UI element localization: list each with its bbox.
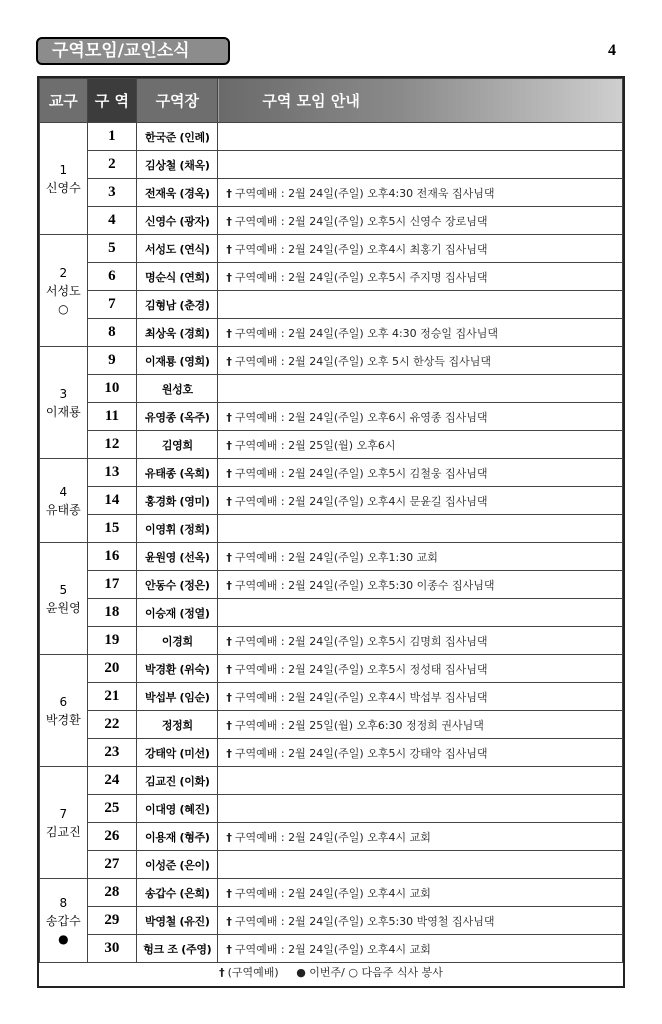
meeting-info-text: 구역예배 : 2월 24일(주일) 오후5시 신영수 장로님댁 — [234, 214, 488, 228]
area-number: 24 — [87, 767, 137, 795]
meeting-info — [218, 487, 623, 515]
table-row — [40, 907, 623, 935]
area-number: 18 — [87, 599, 137, 627]
table-row — [40, 683, 623, 711]
area-number: 2 — [87, 151, 137, 179]
area-leader: 신영수 (광자) — [137, 207, 218, 235]
dagger-icon: † — [226, 214, 232, 228]
district-leader: 박경환 — [45, 712, 81, 727]
meeting-info-text: 구역예배 : 2월 24일(주일) 오후4시 교회 — [234, 886, 431, 900]
district-leader: 김교진 — [45, 824, 81, 839]
area-number: 30 — [87, 935, 137, 963]
table-row — [40, 375, 623, 403]
meeting-info-text: 구역예배 : 2월 24일(주일) 오후6시 유영종 집사님댁 — [234, 410, 488, 424]
area-leader: 김형남 (춘경) — [137, 291, 218, 319]
meeting-info — [218, 319, 623, 347]
district-number: 4 — [59, 484, 68, 499]
district-leader: 신영수 — [45, 180, 81, 195]
meeting-info — [218, 151, 623, 179]
meeting-info — [218, 935, 623, 963]
meeting-info — [218, 767, 623, 795]
meeting-info — [218, 515, 623, 543]
meeting-info-text: 구역예배 : 2월 24일(주일) 오후1:30 교회 — [234, 550, 438, 564]
area-leader: 홍경화 (영미) — [137, 487, 218, 515]
meeting-info-text: 구역예배 : 2월 24일(주일) 오후5시 김철웅 집사님댁 — [234, 466, 488, 480]
dagger-icon: † — [226, 914, 232, 928]
district-cell — [40, 123, 88, 235]
district-leader: 서성도 — [45, 283, 81, 298]
dagger-icon: † — [219, 966, 225, 979]
meeting-info-text: 구역예배 : 2월 24일(주일) 오후 4:30 정승일 집사님댁 — [234, 326, 499, 340]
area-leader: 명순식 (연희) — [137, 263, 218, 291]
meeting-info-text: 구역예배 : 2월 24일(주일) 오후4시 최홍기 집사님댁 — [234, 242, 488, 256]
area-leader: 한국준 (인례) — [137, 123, 218, 151]
area-leader: 정정희 — [137, 711, 218, 739]
table-row — [40, 151, 623, 179]
district-cell — [40, 235, 88, 347]
area-number: 6 — [87, 263, 137, 291]
district-cell — [40, 879, 88, 963]
district-leader: 송갑수 — [45, 913, 81, 928]
area-number: 14 — [87, 487, 137, 515]
area-number: 17 — [87, 571, 137, 599]
table-row — [40, 403, 623, 431]
area-number: 19 — [87, 627, 137, 655]
legend-dagger-label: (구역예배) — [227, 966, 279, 979]
meeting-info — [218, 291, 623, 319]
area-number: 8 — [87, 319, 137, 347]
district-cell — [40, 543, 88, 655]
area-leader: 최상욱 (경희) — [137, 319, 218, 347]
dagger-icon: † — [226, 270, 232, 284]
table-row — [40, 711, 623, 739]
meeting-info-text: 구역예배 : 2월 24일(주일) 오후5시 주지명 집사님댁 — [234, 270, 488, 284]
district-cell — [40, 655, 88, 767]
meeting-info — [218, 263, 623, 291]
meeting-info — [218, 347, 623, 375]
dagger-icon: † — [226, 326, 232, 340]
dagger-icon: † — [226, 578, 232, 592]
dagger-icon: † — [226, 746, 232, 760]
area-number: 13 — [87, 459, 137, 487]
dagger-icon: † — [226, 550, 232, 564]
table-row — [40, 319, 623, 347]
header-district: 교구 — [40, 79, 88, 123]
meeting-info — [218, 711, 623, 739]
filled-circle-icon: ● — [58, 931, 69, 946]
dagger-icon: † — [226, 662, 232, 676]
meeting-info — [218, 795, 623, 823]
meeting-info — [218, 431, 623, 459]
table-row — [40, 879, 623, 907]
area-number: 21 — [87, 683, 137, 711]
dagger-icon: † — [226, 354, 232, 368]
legend-footer — [39, 960, 623, 986]
area-leader: 안동수 (정은) — [137, 571, 218, 599]
area-leader: 이승재 (정열) — [137, 599, 218, 627]
meeting-info — [218, 179, 623, 207]
table-header-row — [40, 79, 623, 123]
page-number: 4 — [608, 42, 616, 59]
meeting-info — [218, 543, 623, 571]
dagger-icon: † — [226, 466, 232, 480]
area-number: 25 — [87, 795, 137, 823]
area-leader: 헝크 조 (주영) — [137, 935, 218, 963]
table-row — [40, 179, 623, 207]
section-title: 구역모임/교인소식 — [36, 37, 230, 65]
dagger-icon: † — [226, 690, 232, 704]
meeting-info — [218, 235, 623, 263]
area-number: 1 — [87, 123, 137, 151]
meeting-info-text: 구역예배 : 2월 25일(월) 오후6시 — [234, 438, 396, 452]
meeting-info — [218, 851, 623, 879]
meeting-info — [218, 123, 623, 151]
area-number: 15 — [87, 515, 137, 543]
area-number: 27 — [87, 851, 137, 879]
area-leader: 이경희 — [137, 627, 218, 655]
dagger-icon: † — [226, 494, 232, 508]
area-number: 9 — [87, 347, 137, 375]
district-number: 3 — [59, 386, 68, 401]
meeting-info — [218, 907, 623, 935]
area-number: 22 — [87, 711, 137, 739]
meeting-info-text: 구역예배 : 2월 25일(월) 오후6:30 정정희 권사님댁 — [234, 718, 484, 732]
area-number: 5 — [87, 235, 137, 263]
area-number: 3 — [87, 179, 137, 207]
meeting-info — [218, 683, 623, 711]
dagger-icon: † — [226, 438, 232, 452]
meeting-info — [218, 823, 623, 851]
dagger-icon: † — [226, 830, 232, 844]
area-number: 28 — [87, 879, 137, 907]
area-leader: 이용재 (형주) — [137, 823, 218, 851]
area-leader: 송갑수 (은희) — [137, 879, 218, 907]
district-leader: 유태종 — [45, 502, 81, 517]
area-leader: 원성호 — [137, 375, 218, 403]
meeting-info — [218, 403, 623, 431]
area-leader: 유영종 (옥주) — [137, 403, 218, 431]
table-row — [40, 571, 623, 599]
area-number: 20 — [87, 655, 137, 683]
meeting-info-text: 구역예배 : 2월 24일(주일) 오후5시 강태악 집사님댁 — [234, 746, 488, 760]
area-leader: 전재욱 (경옥) — [137, 179, 218, 207]
district-number: 1 — [59, 162, 68, 177]
dagger-icon: † — [226, 410, 232, 424]
header-leader: 구역장 — [137, 79, 218, 123]
area-leader: 유태종 (옥희) — [137, 459, 218, 487]
table-row — [40, 291, 623, 319]
area-number: 12 — [87, 431, 137, 459]
open-circle-icon: ○ — [58, 301, 69, 316]
area-number: 10 — [87, 375, 137, 403]
dagger-icon: † — [226, 718, 232, 732]
area-number: 11 — [87, 403, 137, 431]
district-number: 7 — [59, 806, 68, 821]
area-leader: 김상철 (채옥) — [137, 151, 218, 179]
meeting-info — [218, 739, 623, 767]
area-leader: 이영휘 (정희) — [137, 515, 218, 543]
meeting-info-text: 구역예배 : 2월 24일(주일) 오후4시 교회 — [234, 942, 431, 956]
area-leader: 이성준 (은이) — [137, 851, 218, 879]
area-leader: 서성도 (연식) — [137, 235, 218, 263]
meeting-info — [218, 207, 623, 235]
district-cell — [40, 459, 88, 543]
district-meeting-table-frame — [37, 76, 625, 988]
area-leader: 강태악 (미선) — [137, 739, 218, 767]
district-leader: 윤원영 — [45, 600, 81, 615]
meeting-info — [218, 879, 623, 907]
meeting-info-text: 구역예배 : 2월 24일(주일) 오후5:30 이종수 집사님댁 — [234, 578, 495, 592]
table-row — [40, 487, 623, 515]
area-leader: 김교진 (이화) — [137, 767, 218, 795]
meeting-info — [218, 375, 623, 403]
meeting-info-text: 구역예배 : 2월 24일(주일) 오후5:30 박영철 집사님댁 — [234, 914, 495, 928]
district-leader: 이재룡 — [45, 404, 81, 419]
table-row — [40, 655, 623, 683]
area-leader: 박경환 (위숙) — [137, 655, 218, 683]
district-cell — [40, 767, 88, 879]
meeting-info-text: 구역예배 : 2월 24일(주일) 오후 5시 한상득 집사님댁 — [234, 354, 491, 368]
table-row — [40, 739, 623, 767]
table-row — [40, 767, 623, 795]
meeting-info — [218, 599, 623, 627]
legend-next-week: ○ 다음주 식사 봉사 — [348, 966, 443, 979]
header-guide: 구역 모임 안내 — [218, 79, 623, 123]
area-leader: 이재룡 (영희) — [137, 347, 218, 375]
meeting-info — [218, 571, 623, 599]
table-row — [40, 795, 623, 823]
dagger-icon: † — [226, 634, 232, 648]
district-number: 8 — [59, 895, 68, 910]
table-row — [40, 851, 623, 879]
table-row — [40, 543, 623, 571]
table-row — [40, 599, 623, 627]
meeting-info-text: 구역예배 : 2월 24일(주일) 오후4시 문윤길 집사님댁 — [234, 494, 488, 508]
meeting-info-text: 구역예배 : 2월 24일(주일) 오후5시 정성태 집사님댁 — [234, 662, 488, 676]
meeting-info-text: 구역예배 : 2월 24일(주일) 오후4:30 전재욱 집사님댁 — [234, 186, 495, 200]
dagger-icon: † — [226, 242, 232, 256]
meeting-info — [218, 459, 623, 487]
area-number: 4 — [87, 207, 137, 235]
table-row — [40, 235, 623, 263]
header-area: 구 역 — [87, 79, 137, 123]
district-number: 5 — [59, 582, 68, 597]
table-row — [40, 935, 623, 963]
area-leader: 윤원영 (선옥) — [137, 543, 218, 571]
dagger-icon: † — [226, 186, 232, 200]
area-number: 7 — [87, 291, 137, 319]
dagger-icon: † — [226, 942, 232, 956]
area-leader: 박영철 (유진) — [137, 907, 218, 935]
meeting-info-text: 구역예배 : 2월 24일(주일) 오후4시 교회 — [234, 830, 431, 844]
table-row — [40, 515, 623, 543]
meeting-info-text: 구역예배 : 2월 24일(주일) 오후4시 박섭부 집사님댁 — [234, 690, 488, 704]
table-row — [40, 627, 623, 655]
meeting-info — [218, 627, 623, 655]
area-leader: 박섭부 (임순) — [137, 683, 218, 711]
area-number: 26 — [87, 823, 137, 851]
district-cell — [40, 347, 88, 459]
table-row — [40, 459, 623, 487]
table-row — [40, 431, 623, 459]
area-leader: 김영희 — [137, 431, 218, 459]
area-leader: 이대영 (혜진) — [137, 795, 218, 823]
area-number: 23 — [87, 739, 137, 767]
area-number: 29 — [87, 907, 137, 935]
legend-this-week: ● 이번주/ — [296, 966, 345, 979]
meeting-info-text: 구역예배 : 2월 24일(주일) 오후5시 김명희 집사님댁 — [234, 634, 488, 648]
district-number: 2 — [59, 265, 68, 280]
table-body — [40, 123, 623, 963]
table-row — [40, 823, 623, 851]
district-number: 6 — [59, 694, 68, 709]
table-row — [40, 123, 623, 151]
meeting-info — [218, 655, 623, 683]
dagger-icon: † — [226, 886, 232, 900]
district-meeting-table — [39, 78, 623, 963]
table-row — [40, 207, 623, 235]
table-row — [40, 263, 623, 291]
area-number: 16 — [87, 543, 137, 571]
table-row — [40, 347, 623, 375]
